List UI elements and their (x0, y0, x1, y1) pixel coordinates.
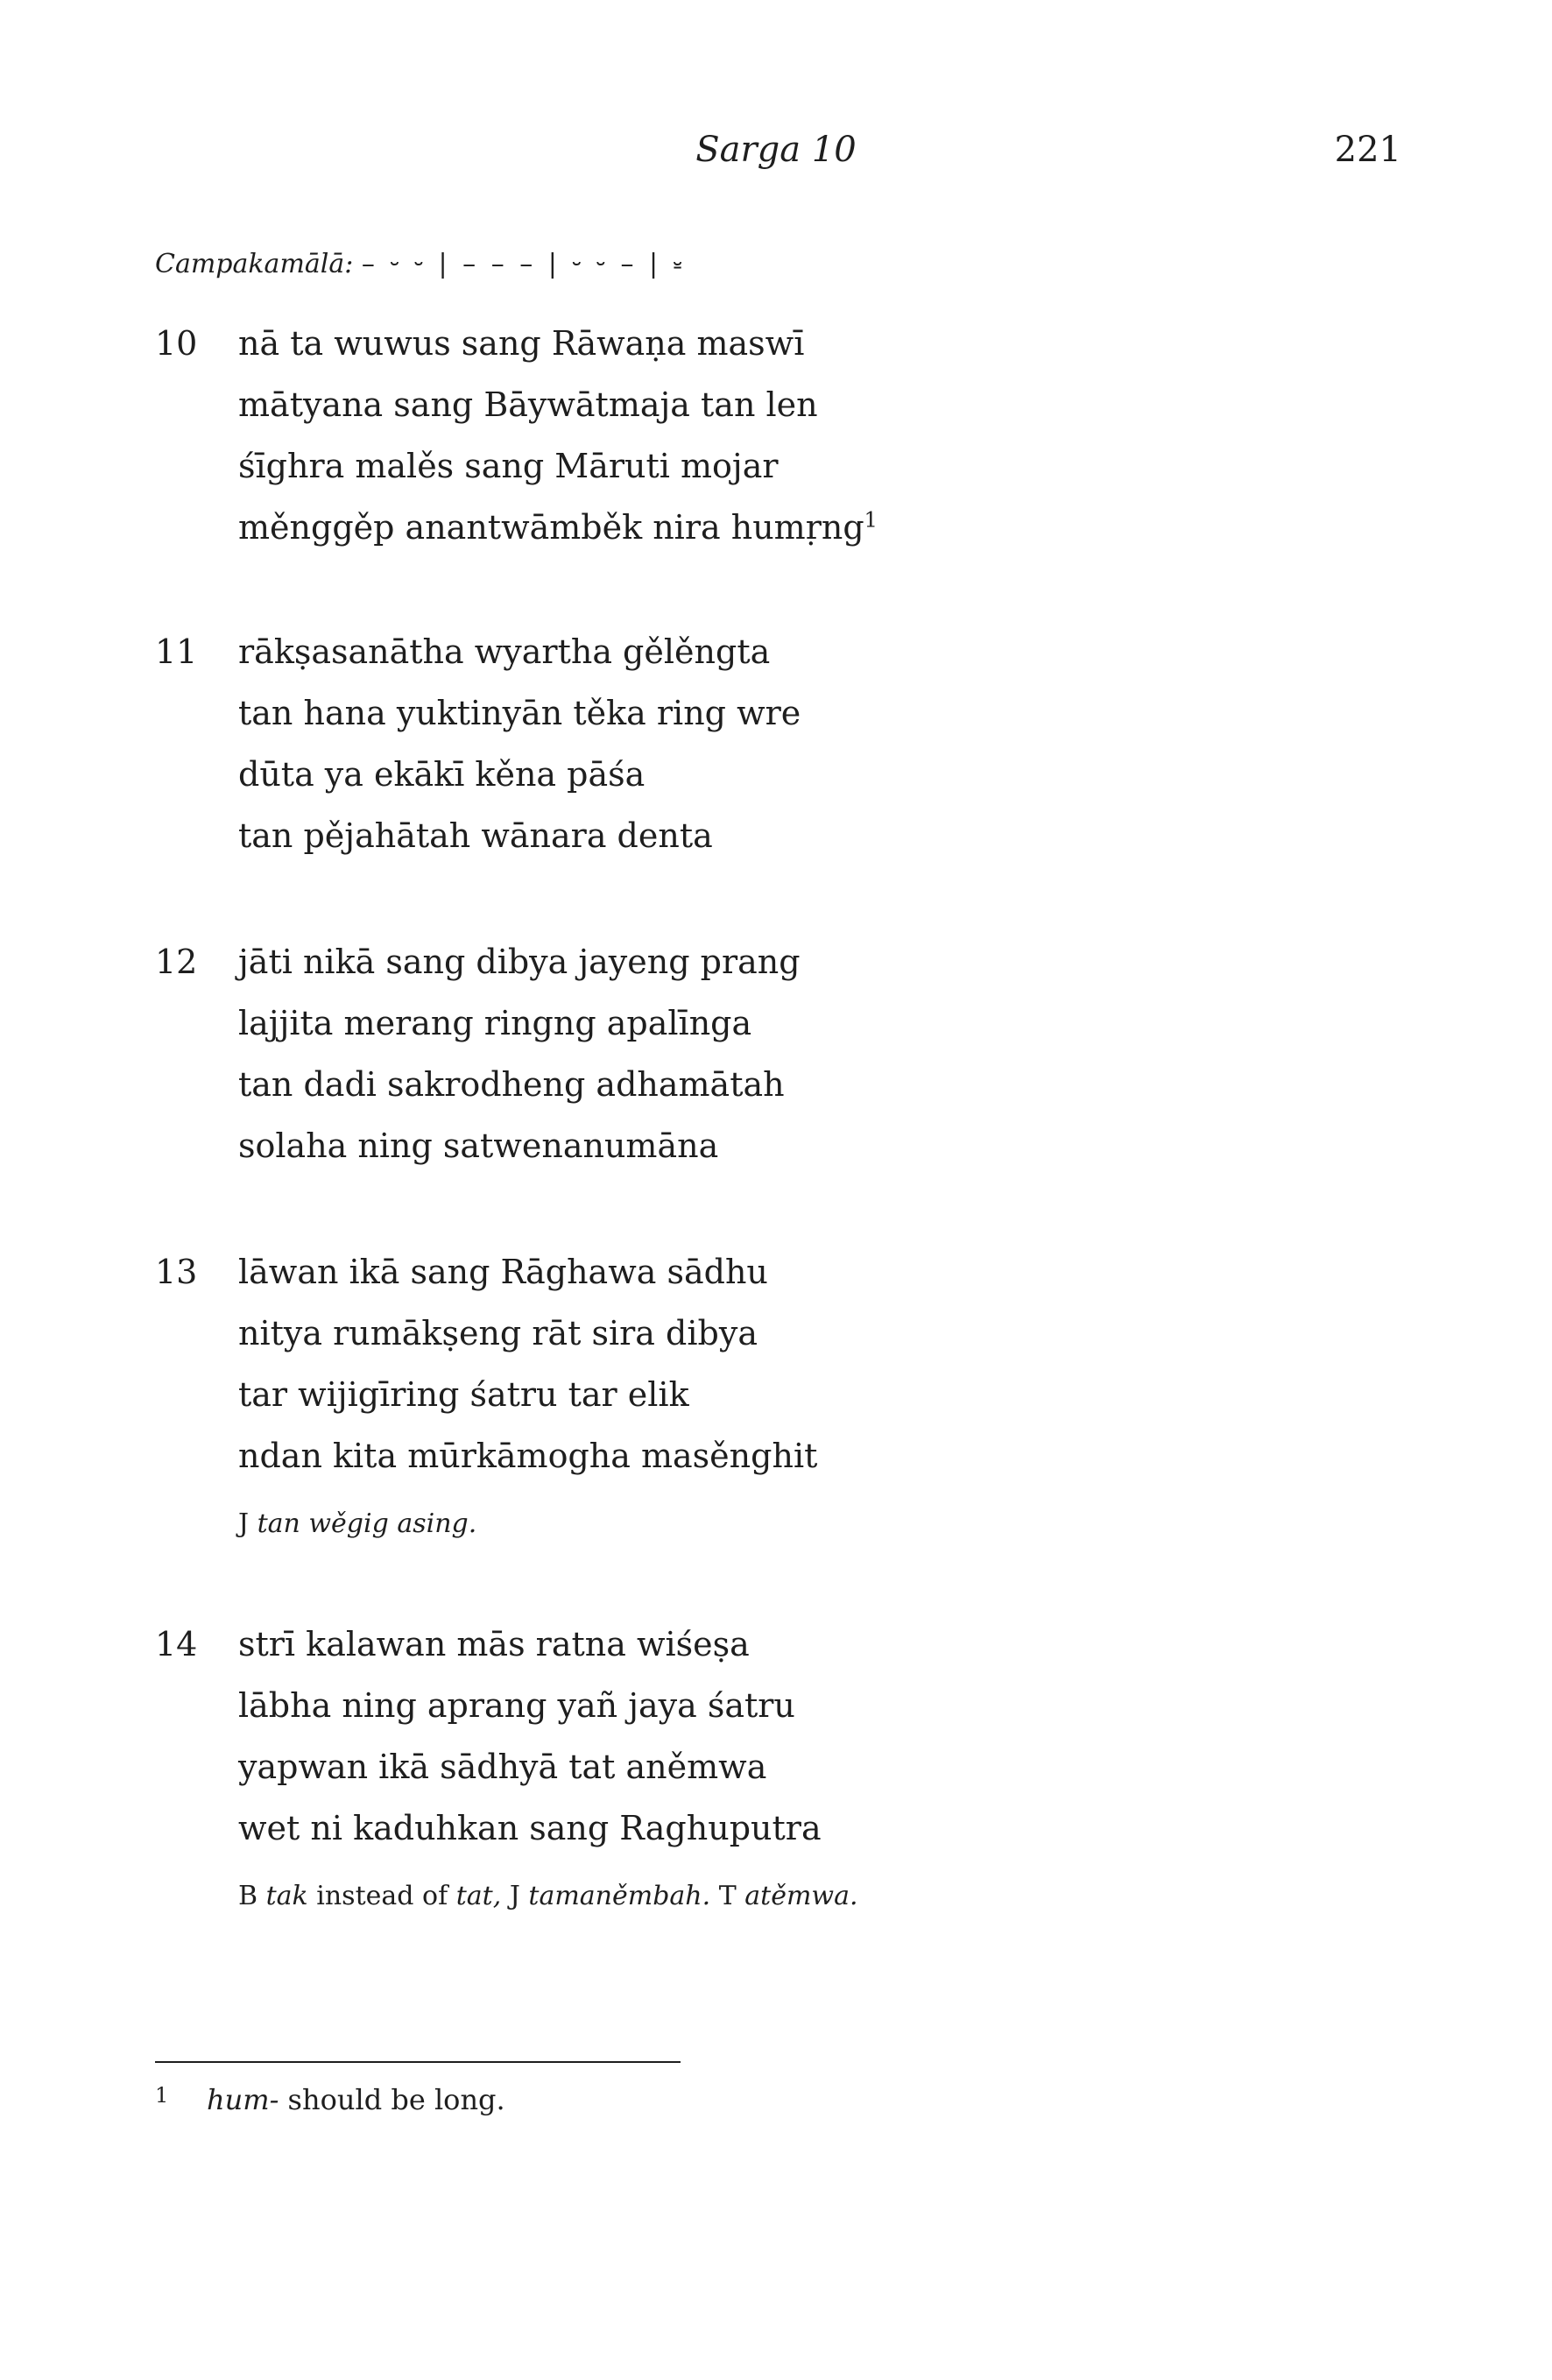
verse-line: śīghra malěs sang Māruti mojar (238, 447, 779, 485)
verse-line-text: měnggěp anantwāmběk nira humṛng (238, 508, 864, 547)
verse-line: tar wijigīring śatru tar elik (238, 1375, 689, 1414)
verse-line: yapwan ikā sādhyā tat aněmwa (238, 1748, 767, 1786)
verse-line: tan dadi sakrodheng adhamātah (238, 1065, 785, 1104)
verse-line: solaha ning satwenanumāna (238, 1126, 719, 1165)
verse-line: dūta ya ekākī kěna pāśa (238, 755, 645, 794)
manuscript-siglum: J (509, 1881, 520, 1911)
verse-line: tan pějahātah wānara denta (238, 816, 713, 855)
footnote-body: should be long. (287, 2083, 505, 2116)
meter-line (155, 249, 686, 279)
stanza-number: 13 (155, 1253, 198, 1291)
variant-reading (238, 1508, 476, 1539)
stanza-number: 14 (155, 1625, 198, 1663)
verse-line: lajjita merang ringng apalīnga (238, 1004, 752, 1042)
verse-line (238, 508, 878, 547)
meter-name: Campakamālā: (155, 249, 354, 279)
meter-pattern: – ⏑ ⏑ | – – – | ⏑ ⏑ – | ⏓ (361, 249, 686, 279)
stanza-number: 10 (155, 324, 198, 363)
verse-line: nā ta wuwus sang Rāwaṇa maswī (238, 324, 805, 363)
verse-line: jāti nikā sang dibya jayeng prang (238, 943, 801, 981)
page-number: 221 (1334, 130, 1401, 170)
footnote-number: 1 (155, 2083, 169, 2108)
variant-text: tak (265, 1881, 308, 1911)
verse-line: wet ni kaduhkan sang Raghuputra (238, 1809, 822, 1847)
verse-line: lāwan ikā sang Rāghawa sādhu (238, 1253, 768, 1291)
variant-text: tamaněmbah. (528, 1881, 711, 1911)
footnote-reference: 1 (864, 507, 878, 533)
variant-text: tan wěgig asing. (257, 1508, 477, 1539)
manuscript-siglum: T (718, 1881, 737, 1911)
verse-line: strī kalawan mās ratna wiśeṣa (238, 1625, 750, 1663)
verse-line: lābha ning aprang yañ jaya śatru (238, 1686, 795, 1725)
variant-text: tat, (455, 1881, 502, 1911)
variant-note: instead of (316, 1881, 448, 1911)
footnote-separator (155, 2061, 681, 2063)
stanza-number: 11 (155, 632, 198, 671)
stanza-number: 12 (155, 943, 198, 981)
manuscript-siglum: J (238, 1508, 250, 1539)
variant-text: atěmwa. (744, 1881, 858, 1911)
verse-line: mātyana sang Bāywātmaja tan len (238, 385, 818, 424)
footnote-term: hum- (207, 2083, 279, 2116)
verse-line: nitya rumākṣeng rāt sira dibya (238, 1314, 758, 1352)
verse-line: ndan kita mūrkāmogha masěnghit (238, 1437, 818, 1475)
running-header-title: Sarga 10 (695, 130, 857, 170)
manuscript-siglum: B (238, 1881, 258, 1911)
verse-line: tan hana yuktinyān těka ring wre (238, 694, 801, 732)
footnote-text (207, 2083, 505, 2116)
verse-line: rākṣasanātha wyartha gělěngta (238, 632, 771, 671)
variant-reading (238, 1881, 858, 1911)
